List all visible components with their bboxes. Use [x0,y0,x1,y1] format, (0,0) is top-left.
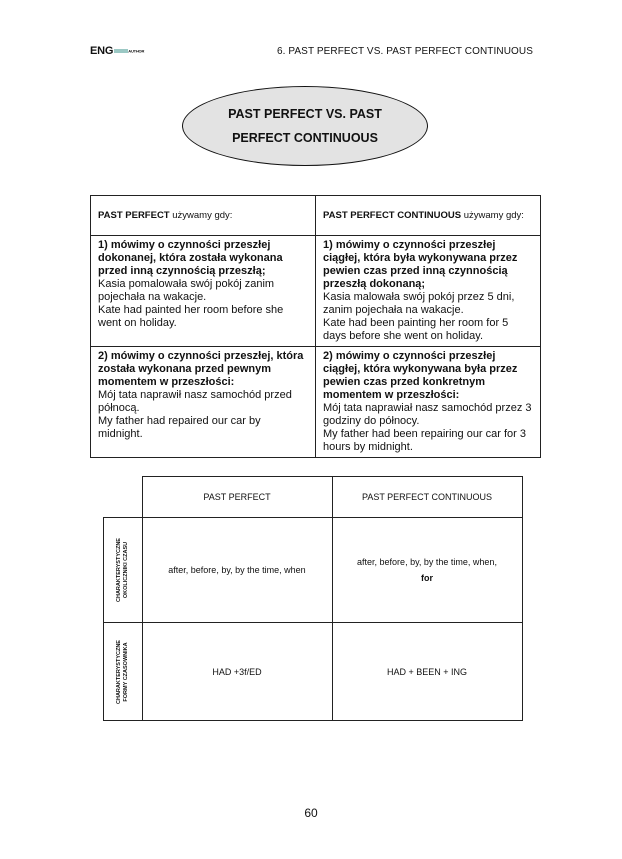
logo-small-text: AUTHOR [128,48,145,54]
form-cell: HAD + BEEN + ING [332,623,522,721]
usage-head-left-rest: używamy gdy: [169,210,233,221]
form-table-header [104,477,523,518]
logo-text: ENG [90,45,114,57]
usage-head-right-rest: używamy gdy: [461,210,524,221]
brand-logo [90,45,144,57]
form-row-label-text [116,538,130,602]
usage-example-pl: Kasia malowała swój pokój przez 5 dni, zanim pojechała na wakacje. [323,291,515,316]
title-line-1: PAST PERFECT VS. PAST [228,107,382,121]
form-col-past-perfect-continuous: PAST PERFECT CONTINUOUS [332,477,522,518]
form-table-corner [104,477,143,518]
form-row-time-expressions [104,518,523,623]
usage-row [91,347,541,458]
form-row-verb-forms [104,623,523,721]
form-table [103,476,523,721]
usage-example-en: Kate had painted her room before she went on holiday. [98,304,284,329]
form-row-label [104,623,143,721]
page-title [225,102,385,150]
usage-example-en: My father had been repairing our car for 3 hours by midnight. [323,428,527,453]
usage-example-en: Kate had been painting her room for 5 days before she went on holiday. [323,317,509,342]
form-cell-text: after, before, by, by the time, when, [357,557,497,567]
chapter-title: 6. PAST PERFECT VS. PAST PERFECT CONTINUOUS [276,46,533,57]
usage-cell-left [91,347,316,458]
usage-cell-right [316,236,541,347]
form-cell [332,518,522,623]
usage-head-right [316,196,541,236]
usage-head-left [91,196,316,236]
form-row-label-line: CHARAKTERYSTYCZNE [115,639,122,704]
usage-cell-left [91,236,316,347]
form-row-label-line: OKOLICZNIKI CZASU [122,541,129,599]
usage-rule: 2) mówimy o czynności przeszłej ciągłej, która wykonywana była przez pewien czas przed konkretnym momentem w przeszłości: [323,350,518,401]
form-row-label-text [116,640,130,704]
title-line-2: PERFECT CONTINUOUS [232,131,378,145]
form-row-label-line: CHARAKTERYSTYCZNE [115,538,122,602]
usage-example-pl: Mój tata naprawiał nasz samochód przez 3 godziny do północy. [323,402,532,427]
usage-example-pl: Kasia pomalowała swój pokój zanim pojechała na wakacje. [98,278,275,303]
usage-table-header [91,196,541,236]
usage-head-right-bold: PAST PERFECT CONTINUOUS [323,210,462,221]
usage-cell-right [316,347,541,458]
usage-rule: 1) mówimy o czynności przeszłej ciągłej, która była wykonywana przez pewien czas przed inną czynnością przeszłą dokonaną; [323,239,518,290]
form-row-label-line: FORMY CZASOWNIKA [122,641,129,702]
usage-example-en: My father had repaired our car by midnight. [98,415,261,440]
page-number: 60 [304,806,318,820]
usage-rule: 1) mówimy o czynności przeszłej dokonanej, która została wykonana przed inną czynnością przeszłą; [98,239,283,277]
form-cell-extra: for [421,573,433,583]
form-cell: after, before, by, by the time, when [142,518,332,623]
usage-head-left-bold: PAST PERFECT [98,210,170,221]
usage-table [90,195,541,458]
usage-rule: 2) mówimy o czynności przeszłej, która została wykonana przed pewnym momentem w przeszłości: [98,350,304,388]
usage-example-pl: Mój tata naprawił nasz samochód przed północą. [98,389,292,414]
form-row-label [104,518,143,623]
usage-row [91,236,541,347]
form-col-past-perfect: PAST PERFECT [142,477,332,518]
form-cell: HAD +3f/ED [142,623,332,721]
title-oval [182,86,428,166]
logo-accent [114,49,128,53]
